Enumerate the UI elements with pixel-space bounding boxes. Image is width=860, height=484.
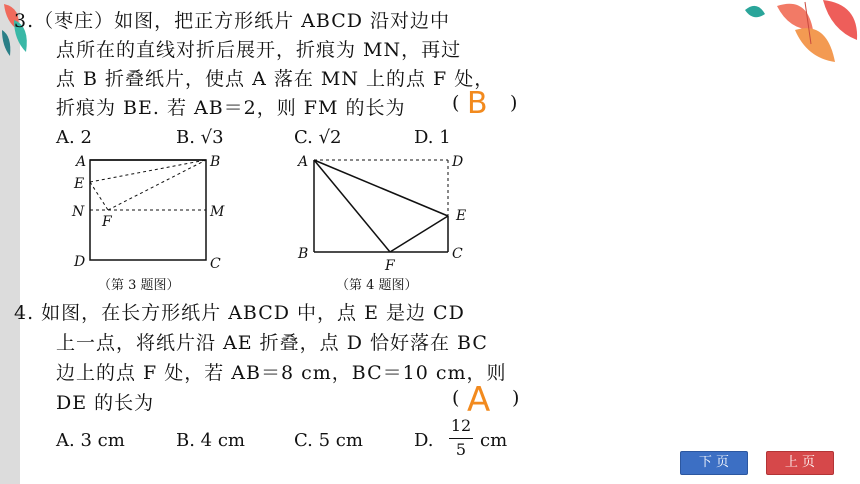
- q4-option-d-numerator: 12: [450, 416, 472, 435]
- q3-line-1: 3.（枣庄）如图，把正方形纸片 ABCD 沿对边中: [14, 10, 451, 32]
- q3-line-4: 折痕为 BE. 若 AB＝2，则 FM 的长为: [56, 97, 406, 119]
- fig4-label-a: A: [298, 154, 309, 170]
- q4-paren-close: ): [512, 387, 520, 409]
- fig3-label-a: A: [76, 154, 87, 170]
- q3-line-3: 点 B 折叠纸片，使点 A 落在 MN 上的点 F 处，: [56, 68, 495, 90]
- fig3-label-b: B: [210, 154, 221, 170]
- fig4-label-b: B: [298, 246, 309, 262]
- q4-option-d-denominator: 5: [455, 440, 467, 459]
- fig4-caption: （第 4 题图）: [336, 278, 418, 293]
- q4-option-c: C. 5 cm: [294, 430, 363, 451]
- q4-paren-open: (: [452, 387, 460, 409]
- q4-option-d-fraction-bar: [449, 438, 473, 439]
- q4-line-3: 边上的点 F 处，若 AB＝8 cm，BC＝10 cm，则: [56, 362, 507, 384]
- next-page-button[interactable]: 下 页: [680, 451, 748, 475]
- q3-option-c: C. √2: [294, 127, 342, 148]
- fig3-label-f: F: [102, 214, 112, 230]
- q4-option-a: A. 3 cm: [56, 430, 125, 451]
- figure-3-diagram: [62, 152, 242, 274]
- left-sidebar-strip: [0, 0, 20, 484]
- q4-line-1: 4. 如图，在长方形纸片 ABCD 中，点 E 是边 CD: [14, 302, 465, 324]
- fig3-caption: （第 3 题图）: [98, 278, 180, 293]
- fig3-label-e: E: [74, 176, 85, 192]
- fig3-label-c: C: [210, 256, 221, 272]
- fig4-label-e: E: [456, 208, 467, 224]
- q4-answer: A: [467, 380, 491, 420]
- leaf-decoration-top-right: [735, 0, 860, 70]
- q4-line-4: DE 的长为: [56, 392, 155, 414]
- fig4-label-d: D: [452, 154, 464, 170]
- q3-option-b: B. √3: [176, 127, 224, 148]
- fig4-label-c: C: [452, 246, 463, 262]
- q3-paren-open: (: [452, 92, 460, 114]
- q4-option-d-unit: cm: [480, 430, 508, 451]
- fig3-label-m: M: [210, 204, 225, 220]
- q4-option-b: B. 4 cm: [176, 430, 245, 451]
- fig3-label-n: N: [72, 204, 85, 220]
- previous-page-button[interactable]: 上 页: [766, 451, 834, 475]
- q3-option-d: D. 1: [414, 127, 451, 148]
- q3-option-a: A. 2: [56, 127, 92, 148]
- fig3-label-d: D: [74, 254, 86, 270]
- q3-paren-close: ): [510, 92, 518, 114]
- figure-4-diagram: [290, 150, 480, 274]
- q3-line-2: 点所在的直线对折后展开，折痕为 MN，再过: [56, 39, 462, 61]
- fig4-label-f: F: [385, 258, 395, 274]
- q4-line-2: 上一点，将纸片沿 AE 折叠，点 D 恰好落在 BC: [56, 332, 488, 354]
- q4-option-d: D.: [414, 430, 434, 451]
- q3-answer: B: [467, 86, 488, 121]
